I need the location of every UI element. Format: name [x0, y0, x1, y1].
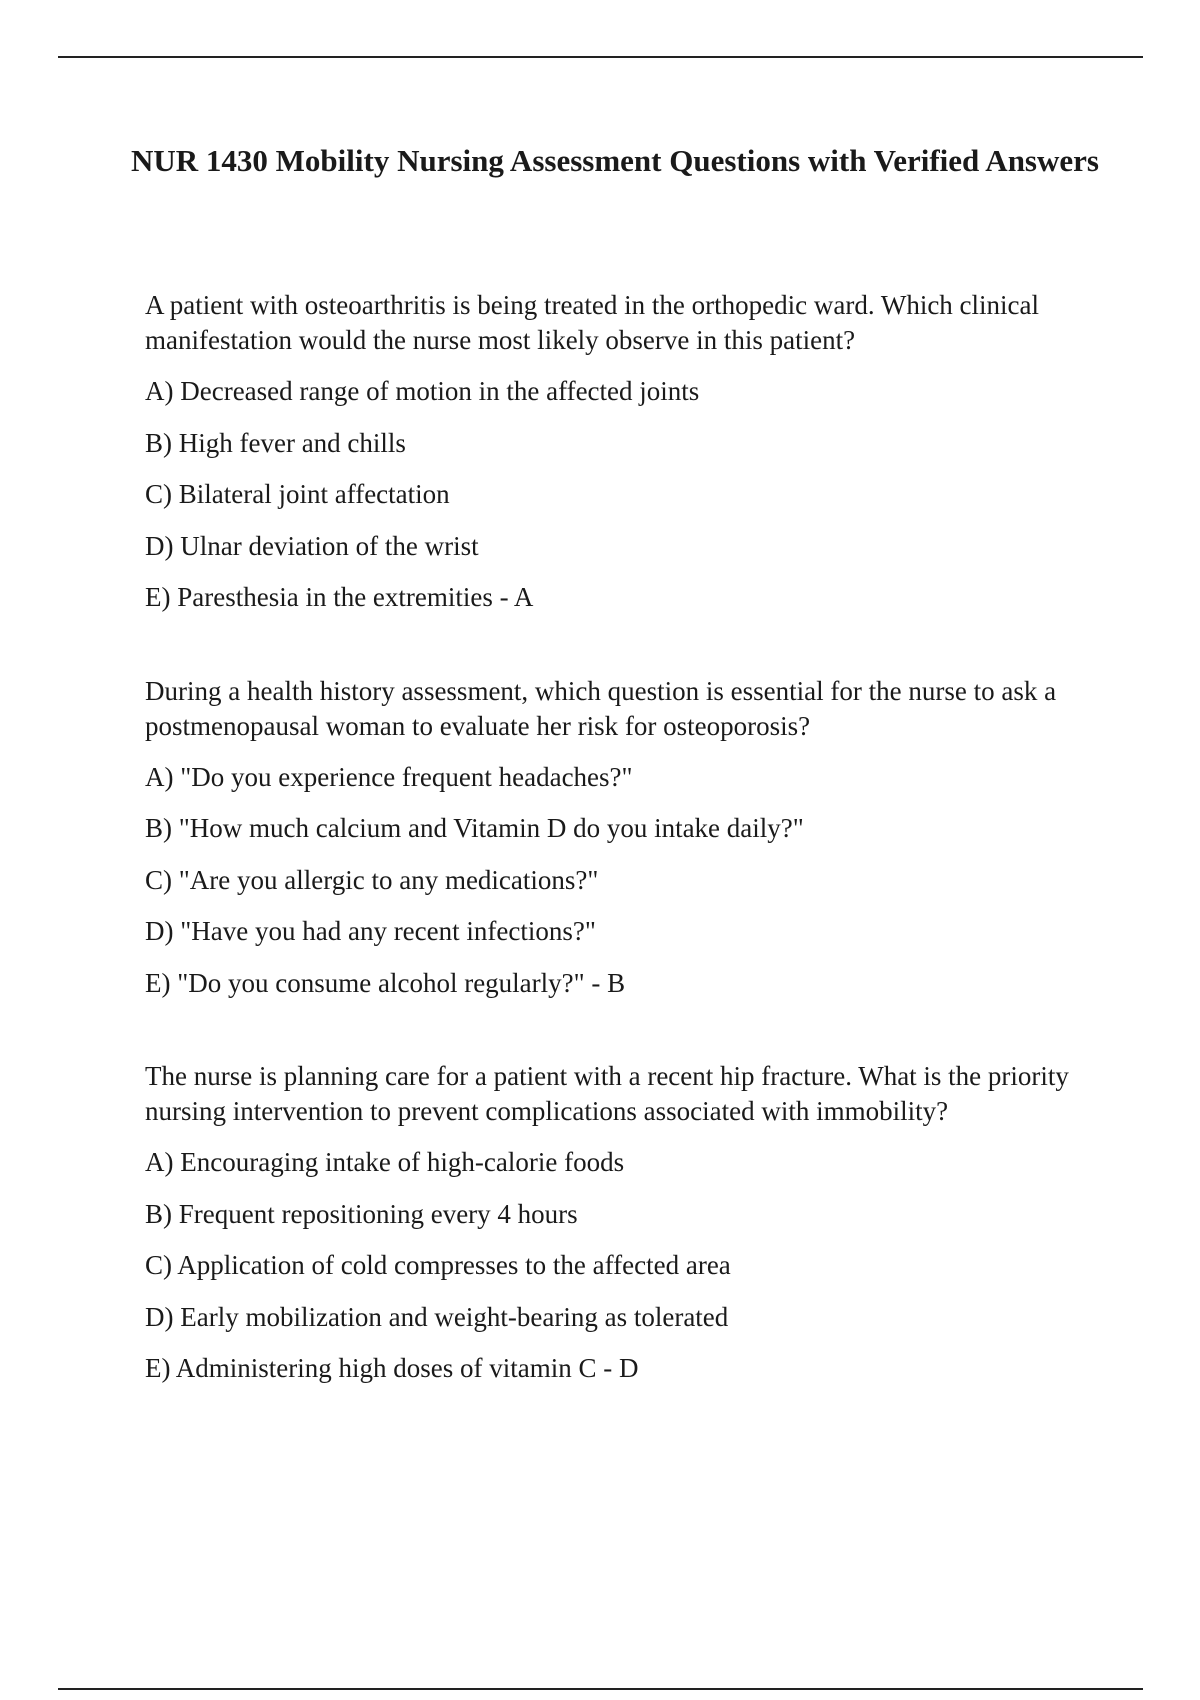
- answer-option-d: D) Ulnar deviation of the wrist: [145, 530, 479, 561]
- bottom-divider: [58, 1688, 1143, 1690]
- answer-option-e: E) "Do you consume alcohol regularly?" - B: [145, 967, 626, 998]
- answer-options: [145, 760, 1090, 1002]
- question-stem: The nurse is planning care for a patient with a recent hip fracture. What is the priority nursing intervention to prevent complications associated with immobility?: [145, 1061, 1069, 1126]
- answer-option-e: E) Administering high doses of vitamin C - D: [145, 1353, 639, 1383]
- answer-option-d: D) "Have you had any recent infections?": [145, 916, 596, 946]
- answer-option-b: B) Frequent repositioning every 4 hours: [145, 1198, 578, 1229]
- answer-options: [145, 374, 1090, 616]
- question-list: [145, 288, 1090, 1445]
- question-stem: During a health history assessment, which question is essential for the nurse to ask a postmenopausal woman to evaluate her risk for osteoporosis?: [145, 675, 1057, 741]
- answer-options: [145, 1145, 1090, 1387]
- answer-option-a: A) Decreased range of motion in the affected joints: [145, 376, 700, 406]
- question-1: [145, 288, 1090, 616]
- document-title: NUR 1430 Mobility Nursing Assessment Questions with Verified Answers: [131, 143, 1099, 178]
- answer-option-b: B) High fever and chills: [145, 427, 406, 458]
- answer-option-e: E) Paresthesia in the extremities - A: [145, 582, 534, 612]
- question-2: [145, 674, 1090, 1002]
- top-divider: [58, 56, 1143, 58]
- answer-option-c: C) Bilateral joint affectation: [145, 479, 450, 509]
- answer-option-c: C) "Are you allergic to any medications?": [145, 864, 599, 895]
- answer-option-b: B) "How much calcium and Vitamin D do you intake daily?": [145, 813, 804, 843]
- answer-option-a: A) Encouraging intake of high-calorie foods: [145, 1147, 625, 1177]
- question-stem: A patient with osteoarthritis is being treated in the orthopedic ward. Which clinical manifestation would the nurse most likely observe in this patient?: [145, 290, 1040, 355]
- answer-option-c: C) Application of cold compresses to the affected area: [145, 1250, 731, 1280]
- question-3: [145, 1059, 1090, 1387]
- answer-option-d: D) Early mobilization and weight-bearing as tolerated: [145, 1301, 729, 1332]
- answer-option-a: A) "Do you experience frequent headaches?": [145, 761, 633, 792]
